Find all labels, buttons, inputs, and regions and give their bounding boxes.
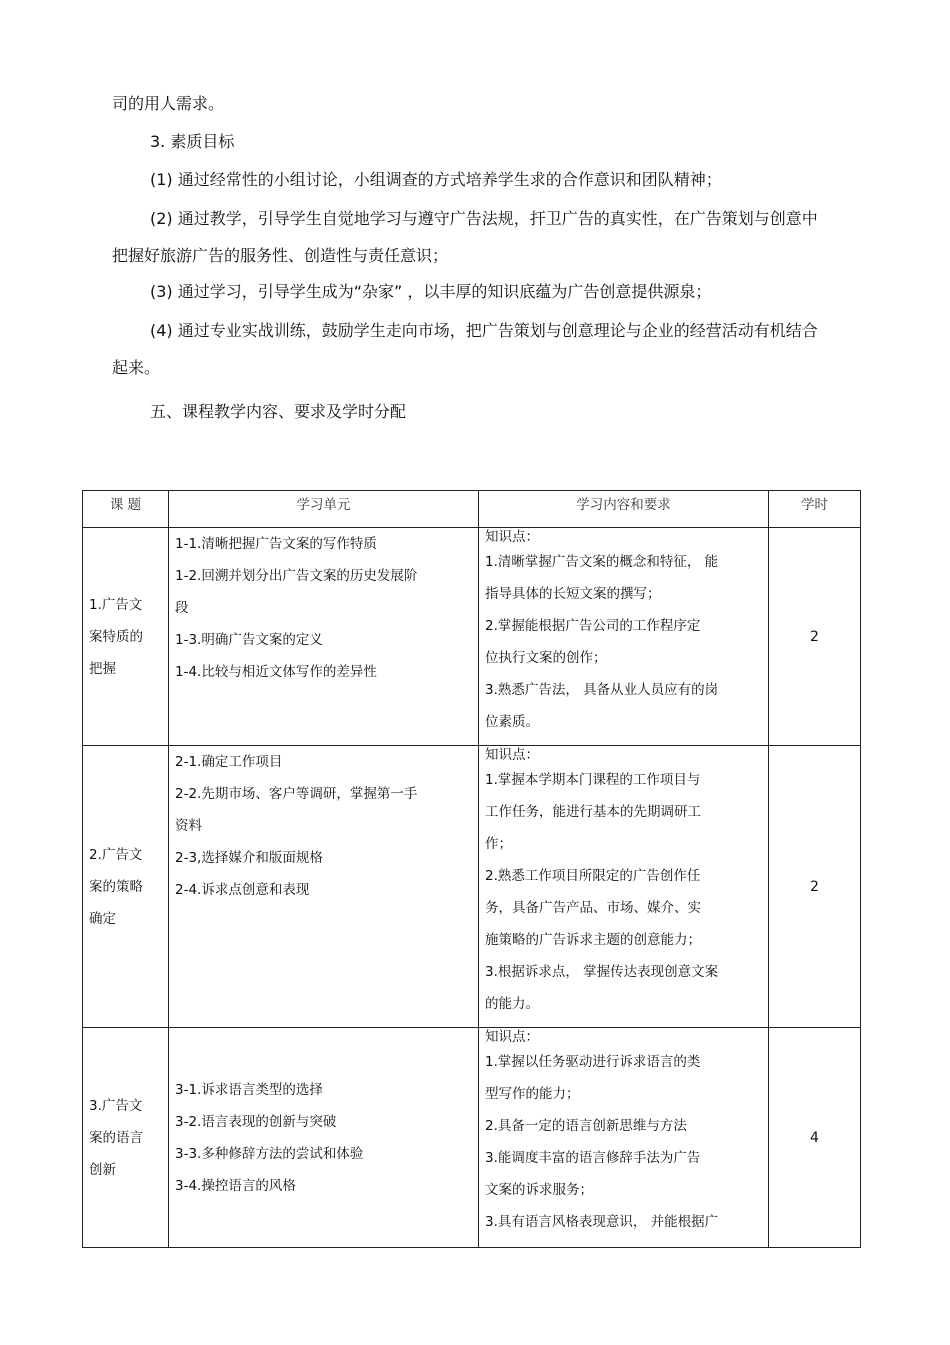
table-header-row xyxy=(83,491,861,528)
topic-line: 3.广告文 xyxy=(89,1097,143,1114)
topic-cell xyxy=(83,528,169,746)
topic-line: 把握 xyxy=(89,660,116,677)
table-row xyxy=(83,1028,861,1248)
requirement-line: 2.掌握能根据广告公司的工作程序定 xyxy=(485,618,701,634)
paragraph-goal-2: (2) 通过教学，引导学生自觉地学习与遵守广告法规，扞卫广告的真实性，在广告策划与创意中把握好旅游广告的服务性、创造性与责任意识； xyxy=(112,209,818,265)
requirement-line: 2.熟悉工作项目所限定的广告创作任 xyxy=(485,868,701,884)
requirement-line: 施策略的广告诉求主题的创意能力； xyxy=(485,932,701,948)
topic-cell xyxy=(83,1028,169,1248)
hours-cell: 2 xyxy=(769,528,861,746)
requirement-line: 3.能调度丰富的语言修辞手法为广告 xyxy=(485,1150,701,1166)
requirement-line: 3.根据诉求点， 掌握传达表现创意文案 xyxy=(485,964,719,980)
requirement-line: 指导具体的长短文案的撰写； xyxy=(485,586,661,602)
requirement-line: 工作任务，能进行基本的先期调研工 xyxy=(485,804,701,820)
unit-cell xyxy=(169,746,479,1028)
section-heading-quality-goals: 3. 素质目标 xyxy=(150,132,235,151)
unit-item: 3-3.多种修辞方法的尝试和体验 xyxy=(175,1146,364,1162)
unit-item: 1-3.明确广告文案的定义 xyxy=(175,632,323,648)
unit-item: 2-3,选择媒介和版面规格 xyxy=(175,850,323,866)
requirement-line: 的能力。 xyxy=(485,996,539,1012)
requirements-cell xyxy=(479,746,769,1028)
unit-item: 3-2.语言表现的创新与突破 xyxy=(175,1114,337,1130)
requirement-line: 1.掌握以任务驱动进行诉求语言的类 xyxy=(485,1054,701,1070)
unit-item: 资料 xyxy=(175,818,202,834)
unit-item: 2-1.确定工作项目 xyxy=(175,754,283,770)
hours-cell: 4 xyxy=(769,1028,861,1248)
header-requirements: 学习内容和要求 xyxy=(479,491,769,528)
requirement-line: 2.具备一定的语言创新思维与方法 xyxy=(485,1118,687,1134)
requirement-line: 位执行文案的创作； xyxy=(485,650,607,666)
requirement-line: 知识点： xyxy=(485,1029,539,1045)
unit-item: 1-2.回溯并划分出广告文案的历史发展阶 xyxy=(175,568,418,584)
requirements-cell xyxy=(479,1028,769,1248)
course-content-table xyxy=(82,490,861,1248)
requirement-line: 3.熟悉广告法， 具备从业人员应有的岗 xyxy=(485,682,719,698)
header-hours: 学时 xyxy=(769,491,861,528)
requirement-line: 务，具备广告产品、市场、媒介、实 xyxy=(485,900,701,916)
unit-item: 2-2.先期市场、客户等调研，掌握第一手 xyxy=(175,786,418,802)
requirement-line: 型写作的能力； xyxy=(485,1086,580,1102)
topic-line: 创新 xyxy=(89,1161,116,1178)
unit-cell xyxy=(169,1028,479,1248)
topic-line: 案的策略 xyxy=(89,878,143,895)
paragraph-goal-1: (1) 通过经常性的小组讨论，小组调查的方式培养学生求的合作意识和团队精神； xyxy=(150,170,722,189)
requirement-line: 知识点： xyxy=(485,747,539,763)
unit-item: 段 xyxy=(175,600,189,616)
requirement-line: 文案的诉求服务； xyxy=(485,1182,593,1198)
unit-cell xyxy=(169,528,479,746)
requirement-line: 作； xyxy=(485,836,512,852)
topic-line: 案特质的 xyxy=(89,628,143,645)
topic-line: 2.广告文 xyxy=(89,846,143,863)
section-heading-course-content: 五、课程教学内容、要求及学时分配 xyxy=(150,402,407,421)
topic-cell xyxy=(83,746,169,1028)
requirement-line: 位素质。 xyxy=(485,714,539,730)
paragraph-continuation: 司的用人需求。 xyxy=(112,94,225,113)
requirement-line: 3.具有语言风格表现意识， 并能根据广 xyxy=(485,1214,719,1230)
paragraph-goal-4: (4) 通过专业实战训练，鼓励学生走向市场，把广告策划与创意理论与企业的经营活动有机结合起来。 xyxy=(112,321,818,377)
paragraph-goal-3: (3) 通过学习，引导学生成为“杂家” ，以丰厚的知识底蕴为广告创意提供源泉； xyxy=(150,282,712,301)
table-row xyxy=(83,528,861,746)
requirements-cell xyxy=(479,528,769,746)
requirement-line: 1.清晰掌握广告文案的概念和特征， 能 xyxy=(485,554,719,570)
unit-item: 3-4.操控语言的风格 xyxy=(175,1178,296,1194)
header-unit: 学习单元 xyxy=(169,491,479,528)
requirement-line: 1.掌握本学期本门课程的工作项目与 xyxy=(485,772,701,788)
topic-line: 1.广告文 xyxy=(89,596,143,613)
header-topic: 课 题 xyxy=(83,491,169,528)
topic-line: 确定 xyxy=(89,910,116,927)
hours-cell: 2 xyxy=(769,746,861,1028)
requirement-line: 知识点： xyxy=(485,529,539,545)
unit-item: 3-1.诉求语言类型的选择 xyxy=(175,1082,323,1098)
unit-item: 1-1.清晰把握广告文案的写作特质 xyxy=(175,536,377,552)
unit-item: 1-4.比较与相近文体写作的差异性 xyxy=(175,664,377,680)
table-row xyxy=(83,746,861,1028)
unit-item: 2-4.诉求点创意和表现 xyxy=(175,882,310,898)
topic-line: 案的语言 xyxy=(89,1129,143,1146)
